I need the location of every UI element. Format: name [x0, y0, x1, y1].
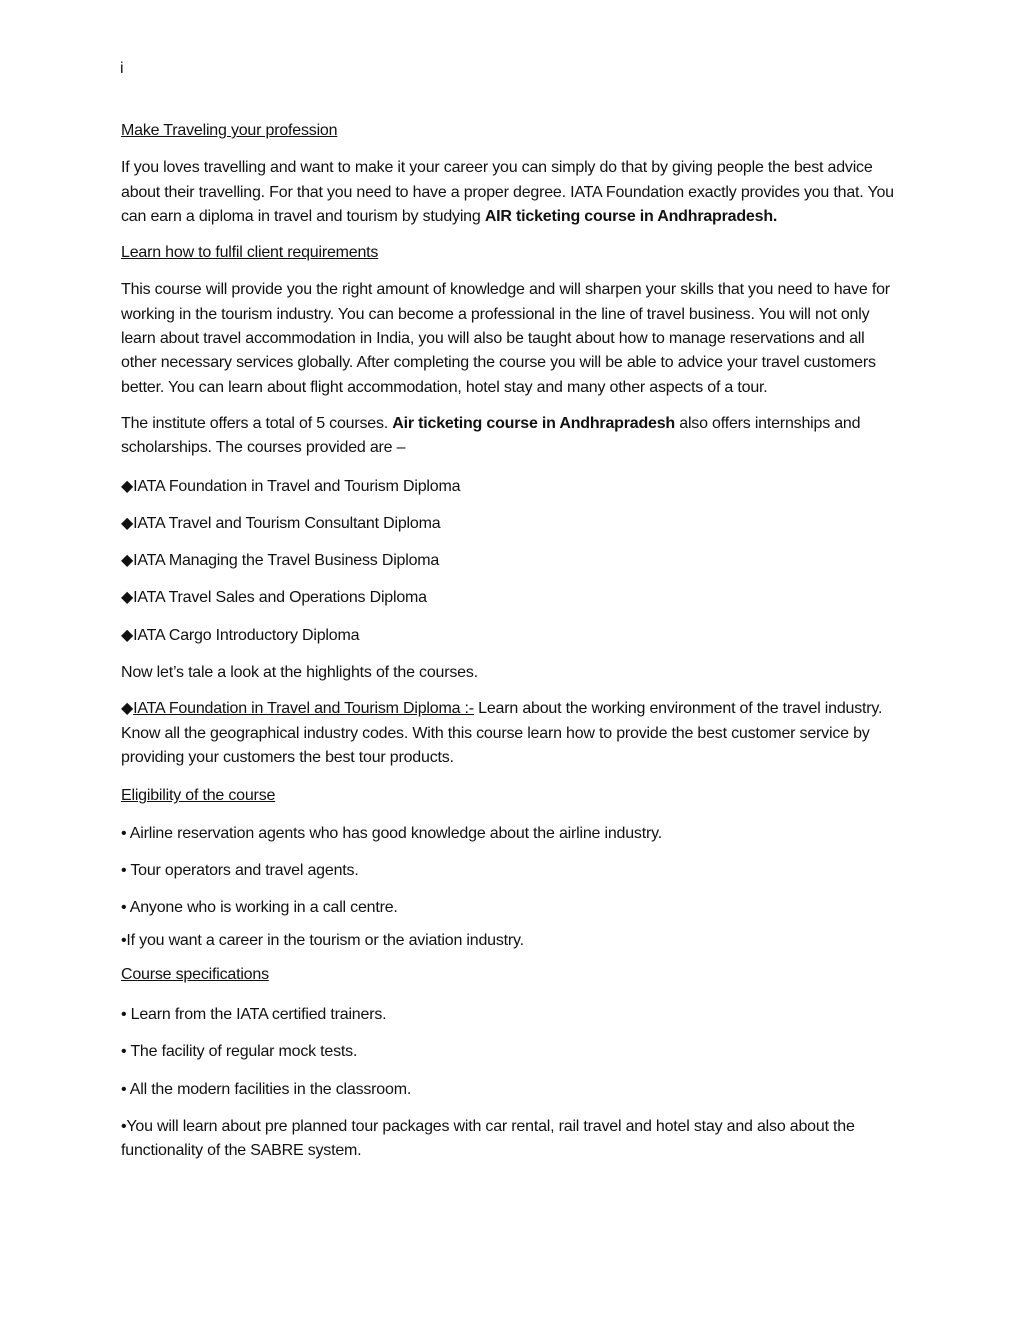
- course-item: ◆IATA Cargo Introductory Diploma: [121, 626, 360, 644]
- section-heading-traveling: Make Traveling your profession: [121, 122, 338, 139]
- institute-paragraph: [121, 412, 901, 461]
- section-heading-eligibility: Eligibility of the course: [121, 787, 276, 805]
- specification-item: • All the modern facilities in the classroom.: [121, 1080, 412, 1098]
- specification-item: • The facility of regular mock tests.: [121, 1043, 358, 1061]
- eligibility-item: • Airline reservation agents who has good knowledge about the airline industry.: [121, 824, 662, 842]
- section-heading-specifications: Course specifications: [121, 965, 269, 983]
- institute-text: The institute offers a total of 5 courses.: [121, 414, 393, 432]
- intro-bold-text: AIR ticketing course in Andhrapradesh.: [484, 207, 778, 225]
- course-item: ◆IATA Travel and Tourism Consultant Diploma: [121, 514, 441, 532]
- course-item: ◆IATA Foundation in Travel and Tourism Diploma: [121, 477, 461, 495]
- diamond-icon: ◆: [121, 700, 134, 718]
- specification-item: • Learn from the IATA certified trainers.: [121, 1006, 387, 1024]
- section-heading-client-requirements: Learn how to fulfil client requirements: [121, 244, 379, 262]
- specification-item: •You will learn about pre planned tour packages with car rental, rail travel and hotel stay and also about the functionality of the SABRE system.: [121, 1117, 855, 1160]
- document-body: [121, 119, 901, 1177]
- course-description-paragraph: This course will provide you the right amount of knowledge and will sharpen your skills that you need to have for working in the tourism industry. You can become a professional in the line of travel business. You will not only learn about travel accommodation in India, you will also be taught about how to manage reservations and all other necessary services globally. After completing the course you will be able to advice your travel customers better. You can learn about flight accommodation, hotel stay and many other aspects of a tour.: [121, 281, 890, 396]
- highlight-title: IATA Foundation in Travel and Tourism Diploma :-: [133, 700, 474, 718]
- course-item: ◆IATA Travel Sales and Operations Diploma: [121, 589, 427, 607]
- institute-text-end: also offers internships and scholarships. The courses provided are –: [121, 414, 861, 457]
- eligibility-item: • Tour operators and travel agents.: [121, 861, 359, 879]
- highlight-text: Learn about the working environment of the travel industry. Know all the geographical industry codes. With this course learn how to provide the best customer service by providing your customers the best tour products.: [121, 700, 883, 766]
- institute-bold-text: Air ticketing course in Andhrapradesh: [392, 414, 675, 432]
- eligibility-item: • Anyone who is working in a call centre.: [121, 899, 398, 917]
- intro-text: If you loves travelling and want to make it your career you can simply do that by giving people the best advice about their travelling. For that you need to have a proper degree. IATA Foundation exactly provides you that. You can earn a diploma in travel and tourism by studying: [121, 159, 894, 225]
- course-item: ◆IATA Managing the Travel Business Diploma: [121, 552, 440, 570]
- highlights-intro: Now let’s tale a look at the highlights of the courses.: [121, 664, 478, 682]
- eligibility-item: •If you want a career in the tourism or the aviation industry.: [121, 932, 524, 950]
- highlight-paragraph: [121, 697, 901, 770]
- page-marker: i: [120, 60, 124, 77]
- intro-paragraph: [121, 156, 901, 229]
